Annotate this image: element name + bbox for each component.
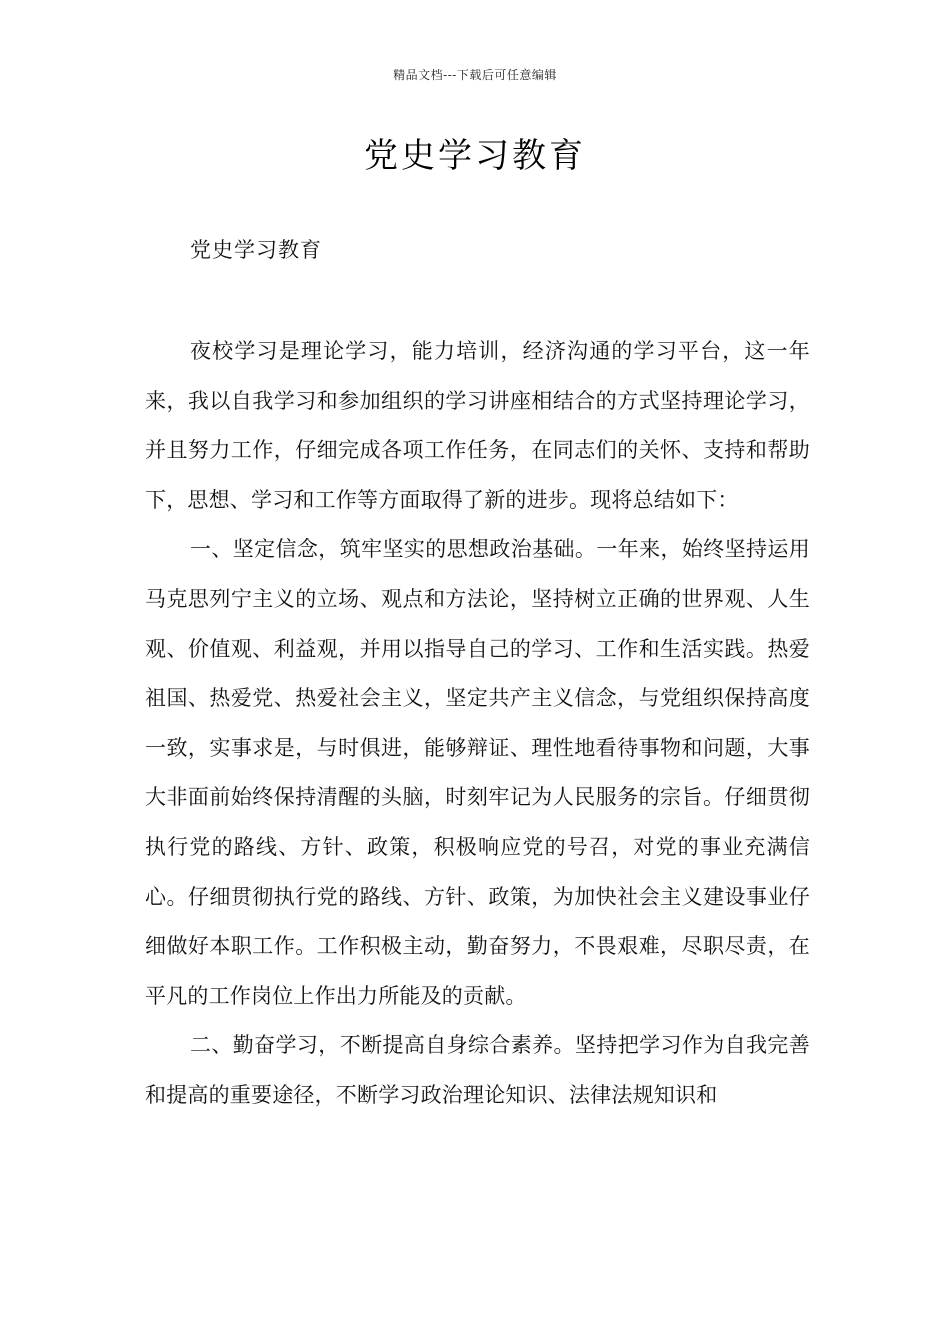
header-note: 精品文档---下载后可任意编辑 xyxy=(393,68,557,82)
document-body xyxy=(145,327,810,1121)
paragraph-intro: 夜校学习是理论学习，能力培训，经济沟通的学习平台，这一年来，我以自我学习和参加组织的学习讲座相结合的方式坚持理论学习，并且努力工作，仔细完成各项工作任务，在同志们的关怀、支持和帮助下，思想、学习和工作等方面取得了新的进步。现将总结如下： xyxy=(145,339,810,512)
paragraph-section-two: 二、勤奋学习，不断提高自身综合素养。坚持把学习作为自我完善和提高的重要途径，不断学习政治理论知识、法律法规知识和 xyxy=(145,1033,810,1107)
paragraph-section-one: 一、坚定信念，筑牢坚实的思想政治基础。一年来，始终坚持运用马克思列宁主义的立场、观点和方法论，坚持树立正确的世界观、人生观、价值观、利益观，并用以指导自己的学习、工作和生活实践。热爱祖国、热爱党、热爱社会主义，坚定共产主义信念，与党组织保持高度一致，实事求是，与时俱进，能够辩证、理性地看待事物和问题，大事大非面前始终保持清醒的头脑，时刻牢记为人民服务的宗旨。仔细贯彻执行党的路线、方针、政策，积极响应党的号召，对党的事业充满信心。仔细贯彻执行党的路线、方针、政策，为加快社会主义建设事业仔细做好本职工作。工作积极主动，勤奋努力，不畏艰难，尽职尽责，在平凡的工作岗位上作出力所能及的贡献。 xyxy=(145,537,810,1008)
document-title: 党史学习教育 xyxy=(364,136,586,176)
document-subtitle: 党史学习教育 xyxy=(190,238,322,262)
